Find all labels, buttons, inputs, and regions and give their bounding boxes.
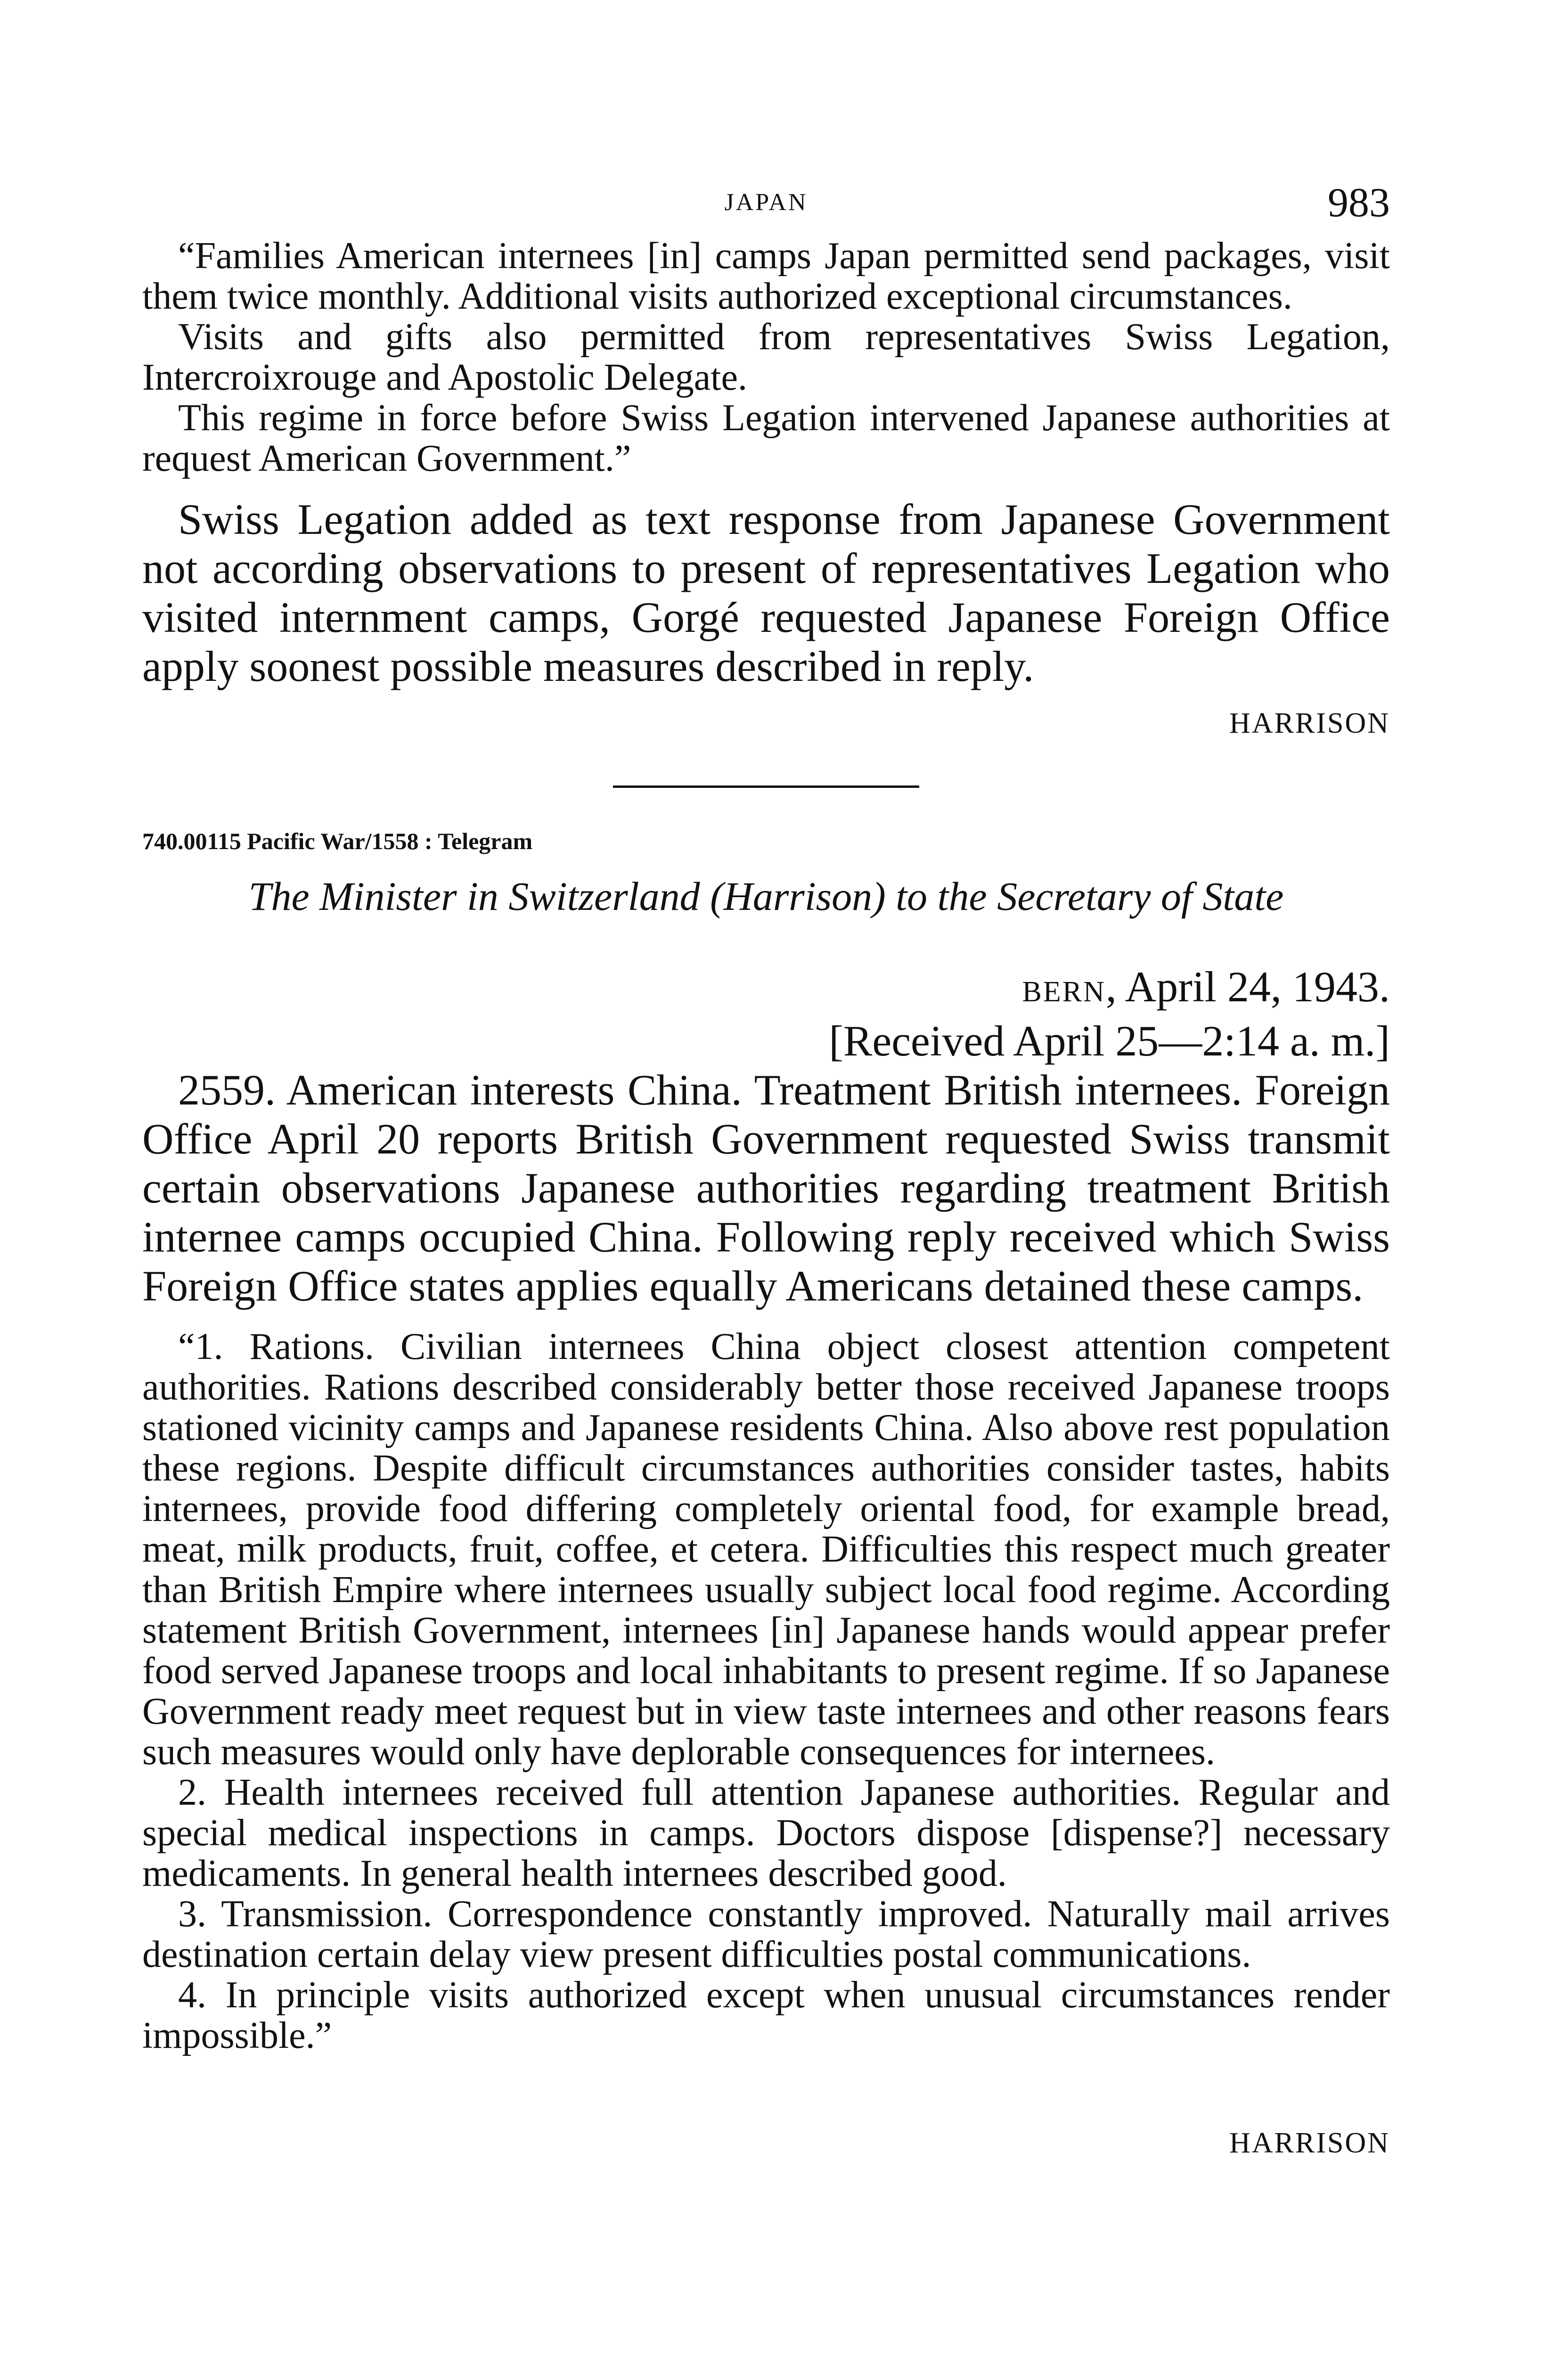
telegram-document: [142, 827, 1390, 2160]
section-divider: [613, 785, 919, 788]
dateline: [142, 962, 1390, 1016]
document-page: [142, 179, 1390, 2160]
quote-paragraph: “Families American internees [in] camps Japan permitted send packages, visit them twice monthly. Additional visits authorized exceptional circumstances.: [142, 235, 1390, 317]
reply-point: “1. Rations. Civilian internees China object closest attention competent authorities. Rations described considerably better those received Japanese troops stationed vicinity camps and Japanese residents China. Also above rest population these regions. Despite difficult circumstances authorities consider tastes, habits internees, provide food differing completely oriental food, for example bread, meat, milk products, fruit, coffee, et cetera. Difficulties this respect much greater than British Empire where internees usually subject local food regime. According statement British Government, internees [in] Japanese hands would appear prefer food served Japanese troops and local inhabitants to present regime. If so Japanese Government ready meet request but in view taste internees and other reasons fears such measures would only have deplorable consequences for internees.: [142, 1326, 1390, 1773]
running-head: JAPAN: [724, 189, 808, 216]
reply-point: 3. Transmission. Correspondence constantly improved. Naturally mail arrives destination certain delay view present difficulties postal communications.: [142, 1893, 1390, 1975]
received-line: [Received April 25—2:14 a. m.]: [829, 1017, 1390, 1065]
body-paragraph: 2559. American interests China. Treatment British internees. Foreign Office April 20 reports British Government requested Swiss transmit certain observations Japanese authorities regarding treatment British internee camps occupied China. Following reply received which Swiss Foreign Office states applies equally Americans detained these camps.: [142, 1066, 1390, 1310]
dateline-date: , April 24, 1943.: [1105, 963, 1390, 1011]
signature-name: HARRISON: [1229, 707, 1390, 739]
page-number: 983: [1328, 180, 1390, 226]
signature: [142, 707, 1390, 740]
reply-point: 2. Health internees received full attention Japanese authorities. Regular and special medical inspections in camps. Doctors dispose [dispense?] necessary medicaments. In general health internees described good.: [142, 1772, 1390, 1894]
page-header: [142, 179, 1390, 236]
document-title: The Minister in Switzerland (Harrison) to the Secretary of State: [248, 874, 1284, 919]
quote-paragraph: This regime in force before Swiss Legation intervened Japanese authorities at request American Government.”: [142, 397, 1390, 479]
file-reference: 740.00115 Pacific War/1558 : Telegram: [142, 828, 533, 854]
reply-point: 4. In principle visits authorized except when unusual circumstances render impossible.”: [142, 1974, 1390, 2056]
dateline-place: BERN: [1022, 976, 1106, 1008]
body-paragraph: Swiss Legation added as text response from Japanese Government not according observations to present of representatives Legation who visited internment camps, Gorgé requested Japanese Foreign Office apply soonest possible measures described in reply.: [142, 495, 1390, 690]
continued-telegram: [142, 236, 1390, 740]
signature: [142, 2127, 1390, 2160]
quote-paragraph: Visits and gifts also permitted from representatives Swiss Legation, Intercroixrouge and Apostolic Delegate.: [142, 316, 1390, 398]
signature-name: HARRISON: [1229, 2127, 1390, 2159]
